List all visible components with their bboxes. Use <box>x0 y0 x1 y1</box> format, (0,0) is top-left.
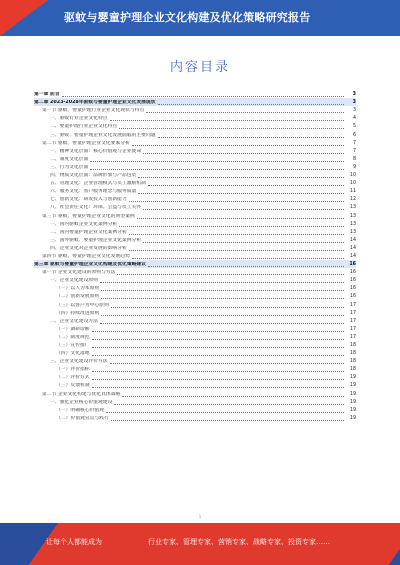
toc-entry[interactable] <box>34 309 356 317</box>
toc-dot-leader <box>92 378 344 380</box>
toc-dot-leader <box>111 306 344 308</box>
toc-entry[interactable] <box>34 276 356 284</box>
toc-entry-title: （一）评价指标 <box>56 367 90 373</box>
toc-entry[interactable] <box>34 252 356 260</box>
toc-entry-page: 14 <box>349 253 356 259</box>
toc-entry[interactable] <box>34 349 356 357</box>
table-of-contents <box>34 90 356 422</box>
toc-entry-page: 17 <box>349 318 356 324</box>
toc-dot-leader <box>143 241 344 243</box>
toc-entry[interactable] <box>34 203 356 211</box>
toc-entry-title: 第一节 企业文化建设的原则与方法 <box>42 270 116 276</box>
toc-entry[interactable] <box>34 373 356 381</box>
toc-entry-page: 17 <box>349 334 356 340</box>
toc-entry-page: 19 <box>349 375 356 381</box>
toc-entry[interactable] <box>34 90 356 98</box>
toc-entry[interactable] <box>34 211 356 219</box>
toc-entry-page: 7 <box>352 148 356 154</box>
toc-entry[interactable] <box>34 98 356 106</box>
toc-entry[interactable] <box>34 179 356 187</box>
toc-entry-title: 三、国外驱蚊、婴童护理企业文化案例分析 <box>50 237 142 243</box>
footer-banner <box>0 523 400 565</box>
toc-entry-title: （二）价值观宣贯与践行 <box>56 415 109 421</box>
toc-dot-leader <box>111 419 344 421</box>
toc-entry-title: 三、企业文化建设评价方法 <box>50 359 108 365</box>
toc-entry-page: 19 <box>349 415 356 421</box>
toc-entry-page: 6 <box>352 132 356 138</box>
toc-entry-page: 18 <box>349 367 356 373</box>
toc-entry-title: （四）文化落地 <box>56 351 90 357</box>
toc-entry[interactable] <box>34 333 356 341</box>
toc-entry-page: 9 <box>352 164 356 170</box>
toc-entry-title: （三）宣传推广 <box>56 343 90 348</box>
toc-entry-page: 19 <box>349 383 356 389</box>
toc-entry-title: 三、行为文化层面 <box>50 164 89 170</box>
report-header-banner <box>0 0 400 36</box>
toc-entry-page: 4 <box>352 116 356 122</box>
footer-expert-list: 行业专家、管理专家、营销专家、战略专家、投资专家…… <box>148 538 330 546</box>
toc-entry-page: 13 <box>349 205 356 211</box>
toc-dot-leader <box>119 225 344 227</box>
toc-entry-title: （一）明确核心价值观 <box>56 407 104 413</box>
toc-entry-title: （三）反馈机制 <box>56 383 90 389</box>
toc-dot-leader <box>148 265 344 267</box>
page-number: 1 <box>198 514 202 519</box>
toc-entry-title: 第一节 驱蚊、婴童护理行业企业文化现状与特点 <box>42 108 145 114</box>
toc-dot-leader <box>158 136 344 138</box>
toc-dot-leader <box>90 168 344 170</box>
toc-entry-page: 16 <box>349 270 356 276</box>
toc-entry-title: （二）评价方式 <box>56 375 90 381</box>
toc-dot-leader <box>92 370 344 372</box>
toc-dot-leader <box>137 217 344 219</box>
toc-dot-leader <box>92 386 344 388</box>
toc-entry-title: 一、强化企业核心价值观建设 <box>50 399 113 405</box>
toc-dot-leader <box>122 395 344 397</box>
toc-entry-title: 一、驱蚊行业企业文化特点 <box>50 116 108 122</box>
toc-entry-title: 一、企业文化建设原则 <box>50 278 98 284</box>
toc-entry-title: 第二节 企业文化构建与优化具体策略 <box>42 391 121 397</box>
toc-entry-title: （四）持续改进原则 <box>56 310 100 316</box>
toc-entry-title: 七、创新文化：研发投入与创新能力 <box>50 197 127 203</box>
toc-entry-page: 13 <box>349 221 356 227</box>
toc-entry[interactable] <box>34 260 356 268</box>
toc-entry-title: 二、制度文化层面 <box>50 156 89 162</box>
toc-entry-page: 14 <box>349 245 356 251</box>
toc-entry-page: 3 <box>352 108 356 114</box>
toc-entry-page: 17 <box>349 302 356 308</box>
toc-dot-leader <box>92 338 344 340</box>
toc-entry[interactable] <box>34 228 356 236</box>
toc-dot-leader <box>92 330 344 332</box>
toc-dot-leader <box>92 354 344 356</box>
toc-entry[interactable] <box>34 195 356 203</box>
toc-entry-page: 13 <box>349 229 356 235</box>
toc-entry-page: 3 <box>352 92 356 98</box>
toc-entry-page: 16 <box>349 278 356 284</box>
toc-entry[interactable] <box>34 414 356 422</box>
toc-dot-leader <box>143 208 344 210</box>
toc-entry-title: 二、企业文化建设方法 <box>50 318 98 324</box>
toc-entry-title: 四、企业文化对企业发展的影响分析 <box>50 245 127 251</box>
toc-entry[interactable] <box>34 114 356 122</box>
toc-entry[interactable] <box>34 220 356 228</box>
toc-entry-title: （二）制度规范 <box>56 334 90 340</box>
toc-dot-leader <box>101 314 344 316</box>
toc-entry-title: 八、社会责任文化：环保、公益与员工关怀 <box>50 205 142 211</box>
toc-entry-page: 13 <box>349 213 356 219</box>
toc-entry[interactable] <box>34 236 356 244</box>
toc-entry-page: 19 <box>349 391 356 397</box>
toc-entry[interactable] <box>34 365 356 373</box>
toc-entry[interactable] <box>34 317 356 325</box>
toc-entry-page: 10 <box>349 181 356 187</box>
toc-entry-title: 第二章 2023-2028年驱蚊与婴童护理企业文化发展现状 <box>34 100 156 106</box>
toc-entry[interactable] <box>34 147 356 155</box>
toc-entry-title: 六、服务文化：客户服务理念与服务质量 <box>50 189 137 195</box>
toc-dot-leader <box>132 144 344 146</box>
toc-entry-title: 三、驱蚊、婴童护理企业文化发展面临的主要问题 <box>50 132 156 138</box>
toc-entry[interactable] <box>34 398 356 406</box>
toc-entry[interactable] <box>34 122 356 130</box>
toc-entry-page: 18 <box>349 351 356 357</box>
toc-entry-page: 17 <box>349 310 356 316</box>
toc-entry[interactable] <box>34 292 356 300</box>
toc-entry-page: 5 <box>352 124 356 130</box>
toc-entry[interactable] <box>34 284 356 292</box>
toc-dot-leader <box>132 257 344 259</box>
toc-dot-leader <box>110 362 344 364</box>
toc-entry[interactable] <box>34 268 356 276</box>
toc-dot-leader <box>92 346 344 348</box>
toc-dot-leader <box>90 160 344 162</box>
toc-entry-title: 一、国内驱蚊企业文化案例分析 <box>50 221 118 227</box>
toc-dot-leader <box>101 289 344 291</box>
toc-entry-title: 第四节 驱蚊、婴童护理企业文化发展趋势 <box>42 253 130 259</box>
toc-dot-leader <box>148 184 344 186</box>
toc-dot-leader <box>138 176 344 178</box>
toc-dot-leader <box>119 127 344 129</box>
toc-dot-leader <box>110 119 344 121</box>
toc-heading: 内容目录 <box>169 60 230 75</box>
toc-dot-leader <box>117 273 344 275</box>
toc-entry-page: 18 <box>349 359 356 365</box>
toc-entry-page: 8 <box>352 156 356 162</box>
report-title: 驱蚊与婴童护理企业文化构建及优化策略研究报告 <box>64 11 311 24</box>
toc-dot-leader <box>146 111 344 113</box>
toc-entry-page: 10 <box>349 173 356 179</box>
toc-dot-leader <box>143 152 344 154</box>
toc-entry[interactable] <box>34 357 356 365</box>
footer-slogan: 让每个人都能成为 <box>46 538 102 546</box>
toc-entry[interactable] <box>34 300 356 308</box>
toc-entry-title: （一）调研诊断 <box>56 326 90 332</box>
toc-entry-title: （二）创新发展原则 <box>56 294 100 300</box>
toc-entry-page: 11 <box>349 189 356 195</box>
toc-entry[interactable] <box>34 244 356 252</box>
toc-dot-leader <box>129 233 344 235</box>
toc-entry-title: 五、管理文化：企业管理模式与员工激励机制 <box>50 181 146 187</box>
toc-entry-page: 7 <box>352 140 356 146</box>
toc-entry-page: 16 <box>349 286 356 292</box>
toc-entry-page: 16 <box>349 294 356 300</box>
toc-entry-title: （一）以人为本原则 <box>56 286 100 292</box>
toc-dot-leader <box>129 200 344 202</box>
toc-dot-leader <box>100 322 344 324</box>
toc-entry-title: 一、精神文化层面：核心价值观与企业使命 <box>50 148 142 154</box>
toc-dot-leader <box>106 411 344 413</box>
toc-entry[interactable] <box>34 106 356 114</box>
toc-entry-title: 第三节 驱蚊、婴童护理企业文化的典型案例 <box>42 213 135 219</box>
toc-entry-page: 19 <box>349 399 356 405</box>
toc-entry-title: 四、物质文化层面：品牌形象与产品包装 <box>50 173 137 179</box>
toc-entry-page: 19 <box>349 407 356 413</box>
toc-entry[interactable] <box>34 389 356 397</box>
toc-entry-title: 第二节 驱蚊、婴童护理企业文化要素分析 <box>42 140 130 146</box>
toc-dot-leader <box>101 297 344 299</box>
toc-entry[interactable] <box>34 187 356 195</box>
toc-entry[interactable] <box>34 381 356 389</box>
toc-entry[interactable] <box>34 130 356 138</box>
toc-entry-page: 3 <box>352 100 356 106</box>
toc-entry[interactable] <box>34 325 356 333</box>
toc-dot-leader <box>158 103 344 105</box>
toc-dot-leader <box>129 249 344 251</box>
toc-dot-leader <box>114 403 344 405</box>
toc-entry-page: 18 <box>349 343 356 348</box>
toc-dot-leader <box>138 192 344 194</box>
toc-entry-title: 二、婴童护理行业企业文化特点 <box>50 124 118 130</box>
header-red-wedge <box>0 0 48 36</box>
toc-entry-title: 二、国内婴童护理企业文化案例分析 <box>50 229 127 235</box>
toc-entry-page: 16 <box>349 262 356 268</box>
toc-entry[interactable] <box>34 155 356 163</box>
toc-entry-title: 第三章 驱蚊与婴童护理企业文化构建及优化策略建议 <box>34 262 147 268</box>
toc-entry[interactable] <box>34 171 356 179</box>
toc-entry[interactable] <box>34 341 356 349</box>
toc-entry[interactable] <box>34 139 356 147</box>
toc-entry-title: （三）以客户为中心原则 <box>56 302 109 308</box>
toc-dot-leader <box>100 281 344 283</box>
toc-entry-page: 14 <box>349 237 356 243</box>
toc-entry[interactable] <box>34 163 356 171</box>
toc-entry[interactable] <box>34 406 356 414</box>
toc-entry-title: 第一章 前言 <box>34 92 60 98</box>
toc-entry-page: 12 <box>349 197 356 203</box>
toc-entry-page: 17 <box>349 326 356 332</box>
toc-dot-leader <box>62 95 344 97</box>
